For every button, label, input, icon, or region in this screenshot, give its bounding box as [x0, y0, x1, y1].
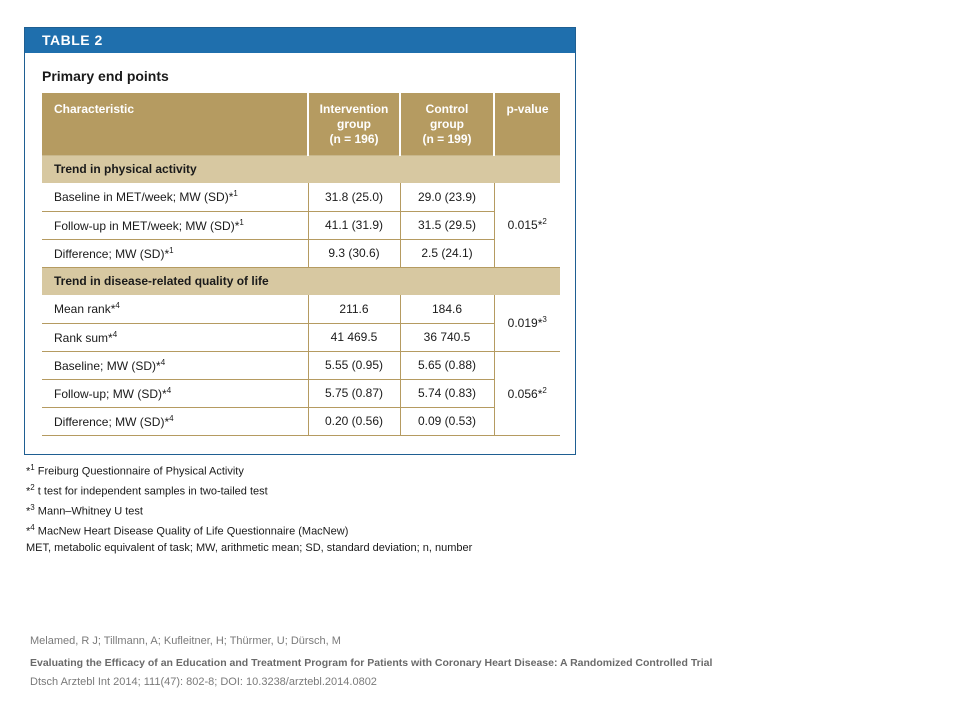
table-row: Difference; MW (SD)*$^4$ 0.20 (0.56) 0.09 (0.53): [42, 407, 560, 435]
footnote-abbreviations: MET, metabolic equivalent of task; MW, arithmetic mean; SD, standard deviation; n, number: [26, 541, 473, 554]
header-control: Control group (n = 199): [400, 93, 494, 155]
citation-title: Evaluating the Efficacy of an Education and Treatment Program for Patients with Coronary Heart Disease: A Randomized Controlled Trial: [30, 657, 713, 669]
table-row: Baseline in MET/week; MW (SD)*$^1$ 31.8 (25.0) 29.0 (23.9) 0.015*$^2$: [42, 183, 560, 211]
table-row: Difference; MW (SD)*$^1$ 9.3 (30.6) 2.5 (24.1): [42, 239, 560, 267]
footnote: *$^2$ t test for independent samples in two-tailed test: [26, 483, 268, 498]
primary-endpoints-table: [42, 93, 560, 436]
header-characteristic: Characteristic: [42, 93, 308, 155]
header-intervention: Intervention group (n = 196): [308, 93, 400, 155]
citation-source: Dtsch Arztebl Int 2014; 111(47): 802-8; DOI: 10.3238/arztebl.2014.0802: [30, 676, 377, 688]
table-header-row: [42, 93, 560, 155]
section-row: Trend in physical activity: [42, 155, 560, 183]
table-row: Mean rank*$^4$ 211.6 184.6 0.019*$^3$: [42, 295, 560, 323]
table-number: TABLE 2: [25, 28, 575, 53]
citation-authors: Melamed, R J; Tillmann, A; Kufleitner, H; Thürmer, U; Dürsch, M: [30, 635, 341, 647]
table-row: Baseline; MW (SD)*$^4$ 5.55 (0.95) 5.65 (0.88) 0.056*$^2$: [42, 351, 560, 379]
table-row: Rank sum*$^4$ 41 469.5 36 740.5: [42, 323, 560, 351]
header-pvalue: p-value: [494, 93, 560, 155]
footnote: *$^4$ MacNew Heart Disease Quality of Life Questionnaire (MacNew): [26, 523, 349, 539]
table-title: Primary end points: [42, 68, 169, 84]
pvalue-cell: 0.019*$^3$: [494, 295, 560, 351]
pvalue-cell: 0.056*$^2$: [494, 351, 560, 435]
footnote: *$^3$ Mann–Whitney U test: [26, 503, 143, 518]
pvalue-cell: 0.015*$^2$: [494, 183, 560, 267]
footnote: *$^1$ Freiburg Questionnaire of Physical Activity: [26, 463, 244, 478]
table-row: Follow-up in MET/week; MW (SD)*$^1$ 41.1 (31.9) 31.5 (29.5): [42, 211, 560, 239]
section-row: Trend in disease-related quality of life: [42, 267, 560, 295]
table-row: Follow-up; MW (SD)*$^4$ 5.75 (0.87) 5.74 (0.83): [42, 379, 560, 407]
footnotes: [26, 460, 472, 556]
